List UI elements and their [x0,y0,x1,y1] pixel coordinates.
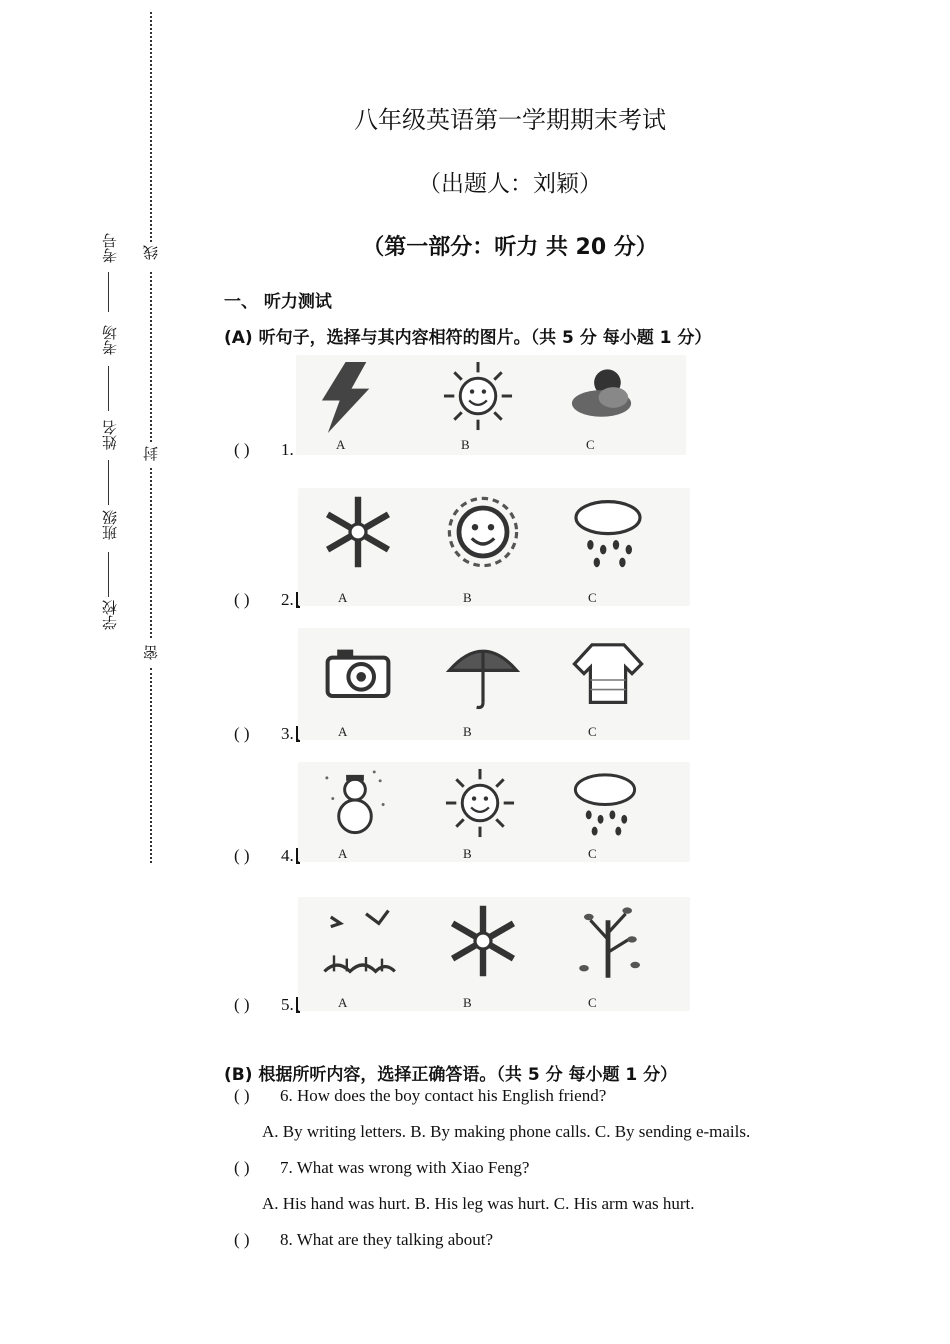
field-exam-number-line[interactable] [108,272,109,312]
field-exam-room-label: 考场 [101,325,119,355]
sweater-icon [568,632,648,717]
spring-scene-icon [318,901,398,986]
sun-icon [443,766,517,845]
rain-cloud-icon [568,766,642,845]
question-7-options: A. His hand was hurt. B. His leg was hurt. C. His arm was hurt. [262,1194,695,1213]
answer-blank-2[interactable]: ( ) [234,590,250,609]
question-number-3: 3. [281,724,294,743]
option-label-a: A [338,590,348,605]
option-label-a: A [338,995,348,1010]
umbrella-icon [443,632,523,717]
sun-icon [441,359,515,438]
option-label-c: C [588,995,597,1010]
field-exam-number-label: 考号 [101,233,119,263]
option-label-b: B [461,437,470,452]
cloudy-icon [566,359,640,438]
question-6: 6. How does the boy contact his English friend? [280,1086,607,1105]
binding-dotted-line-bottom [150,668,152,863]
question-number-2: 2. [281,590,294,609]
autumn-tree-icon [568,901,648,986]
exam-part-heading: （第一部分：听力 共 20 分） [362,235,658,260]
camera-icon [318,632,398,717]
snowflake-icon [318,492,398,577]
picture-options-1 [296,355,686,455]
question-6-options: A. By writing letters. B. By making phone calls. C. By sending e-mails. [262,1122,751,1141]
snowflake-icon [443,901,523,986]
part-a-instruction: (A) 听句子，选择与其内容相符的图片。（共 5 分 每小题 1 分） [224,328,712,348]
binding-dotted-line-mid2 [150,468,152,638]
answer-blank-4[interactable]: ( ) [234,846,250,865]
answer-blank-3[interactable]: ( ) [234,724,250,743]
option-label-c: C [588,724,597,739]
picture-options-2 [298,488,690,606]
picture-options-5 [298,897,690,1011]
section-heading: 一、 听力测试 [224,292,332,312]
option-label-b: B [463,846,472,861]
option-label-b: B [463,724,472,739]
rain-cloud-icon [568,492,648,577]
snowman-icon [318,766,392,845]
field-school-label: 学校 [101,600,119,630]
part-b-instruction: (B) 根据所听内容，选择正确答语。（共 5 分 每小题 1 分） [224,1065,678,1085]
question-8: 8. What are they talking about? [280,1230,494,1249]
field-name-label: 姓名 [101,420,119,450]
option-label-b: B [463,995,472,1010]
option-label-c: C [588,846,597,861]
option-label-a: A [338,724,348,739]
option-label-c: C [588,590,597,605]
option-label-a: A [338,846,348,861]
option-label-b: B [463,590,472,605]
question-number-5: 5. [281,995,294,1014]
option-label-c: C [586,437,595,452]
binding-dotted-line-mid [150,272,152,442]
seal-word-xian: 线 [142,245,160,260]
answer-blank-5[interactable]: ( ) [234,995,250,1014]
seal-word-mi: 密 [142,645,160,660]
question-7: 7. What was wrong with Xiao Feng? [280,1158,530,1177]
option-label-a: A [336,437,346,452]
picture-options-4 [298,762,690,862]
exam-author: （出题人：刘颖） [418,171,602,197]
answer-blank-1[interactable]: ( ) [234,440,250,459]
question-number-1: 1. [281,440,294,459]
picture-options-3 [298,628,690,740]
answer-blank-6[interactable]: ( ) [234,1086,250,1105]
field-class-line[interactable] [108,552,109,597]
lightning-icon [316,359,390,438]
exam-title: 八年级英语第一学期期末考试 [354,106,666,134]
answer-blank-7[interactable]: ( ) [234,1158,250,1177]
answer-blank-8[interactable]: ( ) [234,1230,250,1249]
question-number-4: 4. [281,846,294,865]
field-name-line[interactable] [108,460,109,505]
hot-sun-icon [443,492,523,577]
field-exam-room-line[interactable] [108,366,109,411]
seal-word-feng: 封 [142,446,160,461]
field-class-label: 班级 [101,510,119,540]
